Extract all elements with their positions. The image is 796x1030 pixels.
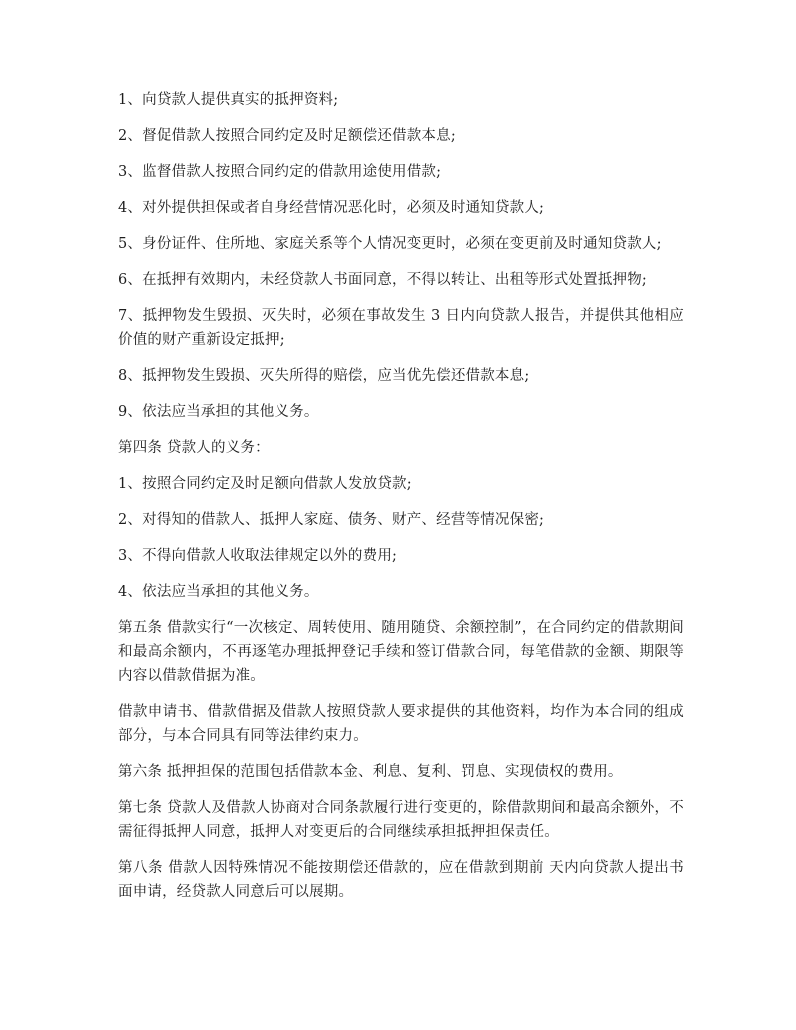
lender-obligation-3: 3、不得向借款人收取法律规定以外的费用; (118, 548, 398, 564)
lender-obligation-2: 2、对得知的借款人、抵押人家庭、债务、财产、经营等情况保密; (118, 512, 545, 528)
lender-obligation-1: 1、按照合同约定及时足额向借款人发放贷款; (118, 476, 412, 492)
obligation-item-3: 3、监督借款人按照合同约定的借款用途使用借款; (118, 164, 442, 180)
article-7: 第七条 贷款人及借款人协商对合同条款履行进行变更的，除借款期间和最高余额外，不需征得抵押人同意，抵押人对变更后的合同继续承担抵押担保责任。 (118, 800, 684, 840)
document-body (118, 88, 684, 916)
article-8: 第八条 借款人因特殊情况不能按期偿还借款的，应在借款到期前 天内向贷款人提出书面申请，经贷款人同意后可以展期。 (118, 860, 684, 900)
lender-obligation-4: 4、依法应当承担的其他义务。 (118, 584, 319, 600)
article-6: 第六条 抵押担保的范围包括借款本金、利息、复利、罚息、实现债权的费用。 (118, 764, 623, 780)
article-5: 第五条 借款实行“一次核定、周转使用、随用随贷、余额控制”，在合同约定的借款期间和最高余额内，不再逐笔办理抵押登记手续和签订借款合同，每笔借款的金额、期限等内容以借款借据为准。 (118, 620, 684, 684)
obligation-item-6: 6、在抵押有效期内，未经贷款人书面同意，不得以转让、出租等形式处置抵押物; (118, 272, 648, 288)
article-4-heading: 第四条 贷款人的义务： (118, 440, 270, 456)
obligation-item-1: 1、向贷款人提供真实的抵押资料; (118, 92, 339, 108)
obligation-item-8: 8、抵押物发生毁损、灭失所得的赔偿，应当优先偿还借款本息; (118, 368, 530, 384)
article-5-supplement: 借款申请书、借款借据及借款人按照贷款人要求提供的其他资料，均作为本合同的组成部分，与本合同具有同等法律约束力。 (118, 704, 684, 744)
obligation-item-7: 7、抵押物发生毁损、灭失时，必须在事故发生 3 日内向贷款人报告，并提供其他相应价值的财产重新设定抵押; (118, 308, 684, 348)
obligation-item-4: 4、对外提供担保或者自身经营情况恶化时，必须及时通知贷款人; (118, 200, 545, 216)
obligation-item-2: 2、督促借款人按照合同约定及时足额偿还借款本息; (118, 128, 456, 144)
obligation-item-5: 5、身份证件、住所地、家庭关系等个人情况变更时，必须在变更前及时通知贷款人; (118, 236, 662, 252)
obligation-item-9: 9、依法应当承担的其他义务。 (118, 404, 319, 420)
